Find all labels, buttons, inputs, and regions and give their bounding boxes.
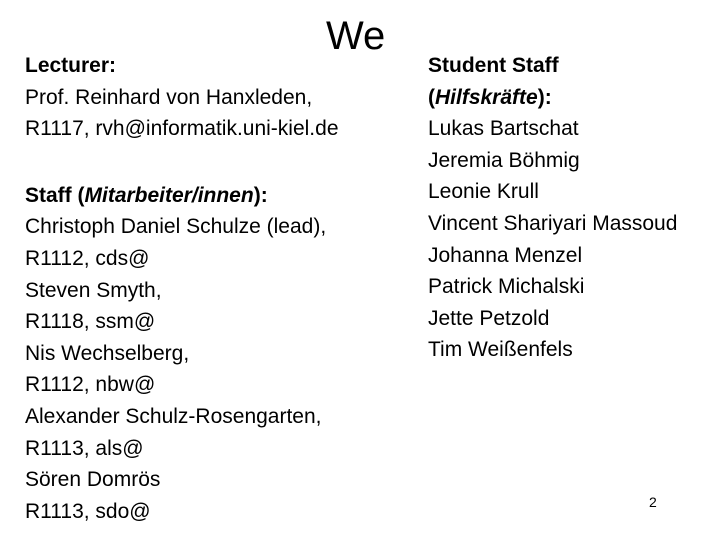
staff-line: Christoph Daniel Schulze (lead),: [25, 215, 327, 239]
staff-line: Alexander Schulz-Rosengarten,: [25, 404, 322, 428]
student-staff-name: Johanna Menzel: [428, 243, 583, 267]
staff-heading-suffix: ):: [253, 183, 268, 207]
student-staff-subheading-prefix: (: [428, 85, 435, 109]
student-staff-name: Patrick Michalski: [428, 275, 585, 299]
staff-line: R1112, nbw@: [25, 373, 156, 397]
staff-line: Sören Domrös: [25, 468, 161, 492]
student-staff-name: Vincent Shariyari Massoud: [428, 211, 678, 235]
staff-heading-prefix: Staff (: [25, 183, 85, 207]
staff-line: R1112, cds@: [25, 246, 150, 270]
staff-heading-german: Mitarbeiter/innen: [84, 183, 254, 207]
student-staff-subheading-suffix: ):: [537, 85, 552, 109]
student-staff-subheading: [428, 82, 720, 114]
student-staff-name: Tim Weißenfels: [428, 338, 573, 362]
page-number: 2: [649, 494, 657, 510]
section-gap: [25, 145, 405, 180]
student-staff-subheading-german: Hilfskräfte: [435, 85, 538, 109]
student-staff-name: Jeremia Böhmig: [428, 148, 580, 172]
lecturer-heading: Lecturer:: [25, 54, 117, 77]
slide-title: We: [326, 14, 386, 58]
student-staff-name: Jette Petzold: [428, 306, 550, 330]
student-staff-name: Leonie Krull: [428, 180, 539, 204]
staff-line: R1113, sdo@: [25, 499, 151, 523]
staff-line: Steven Smyth,: [25, 278, 162, 302]
student-staff-name: Lukas Bartschat: [428, 117, 579, 141]
left-column: [25, 50, 405, 527]
staff-line: R1118, ssm@: [25, 310, 156, 334]
right-column: [428, 50, 720, 366]
staff-heading: [25, 180, 405, 212]
staff-line: R1113, als@: [25, 436, 144, 460]
lecturer-contact: R1117, rvh@informatik.uni-kiel.de: [25, 117, 339, 141]
student-staff-heading: Student Staff: [428, 54, 559, 77]
staff-line: Nis Wechselberg,: [25, 341, 190, 365]
lecturer-name: Prof. Reinhard von Hanxleden,: [25, 85, 313, 109]
